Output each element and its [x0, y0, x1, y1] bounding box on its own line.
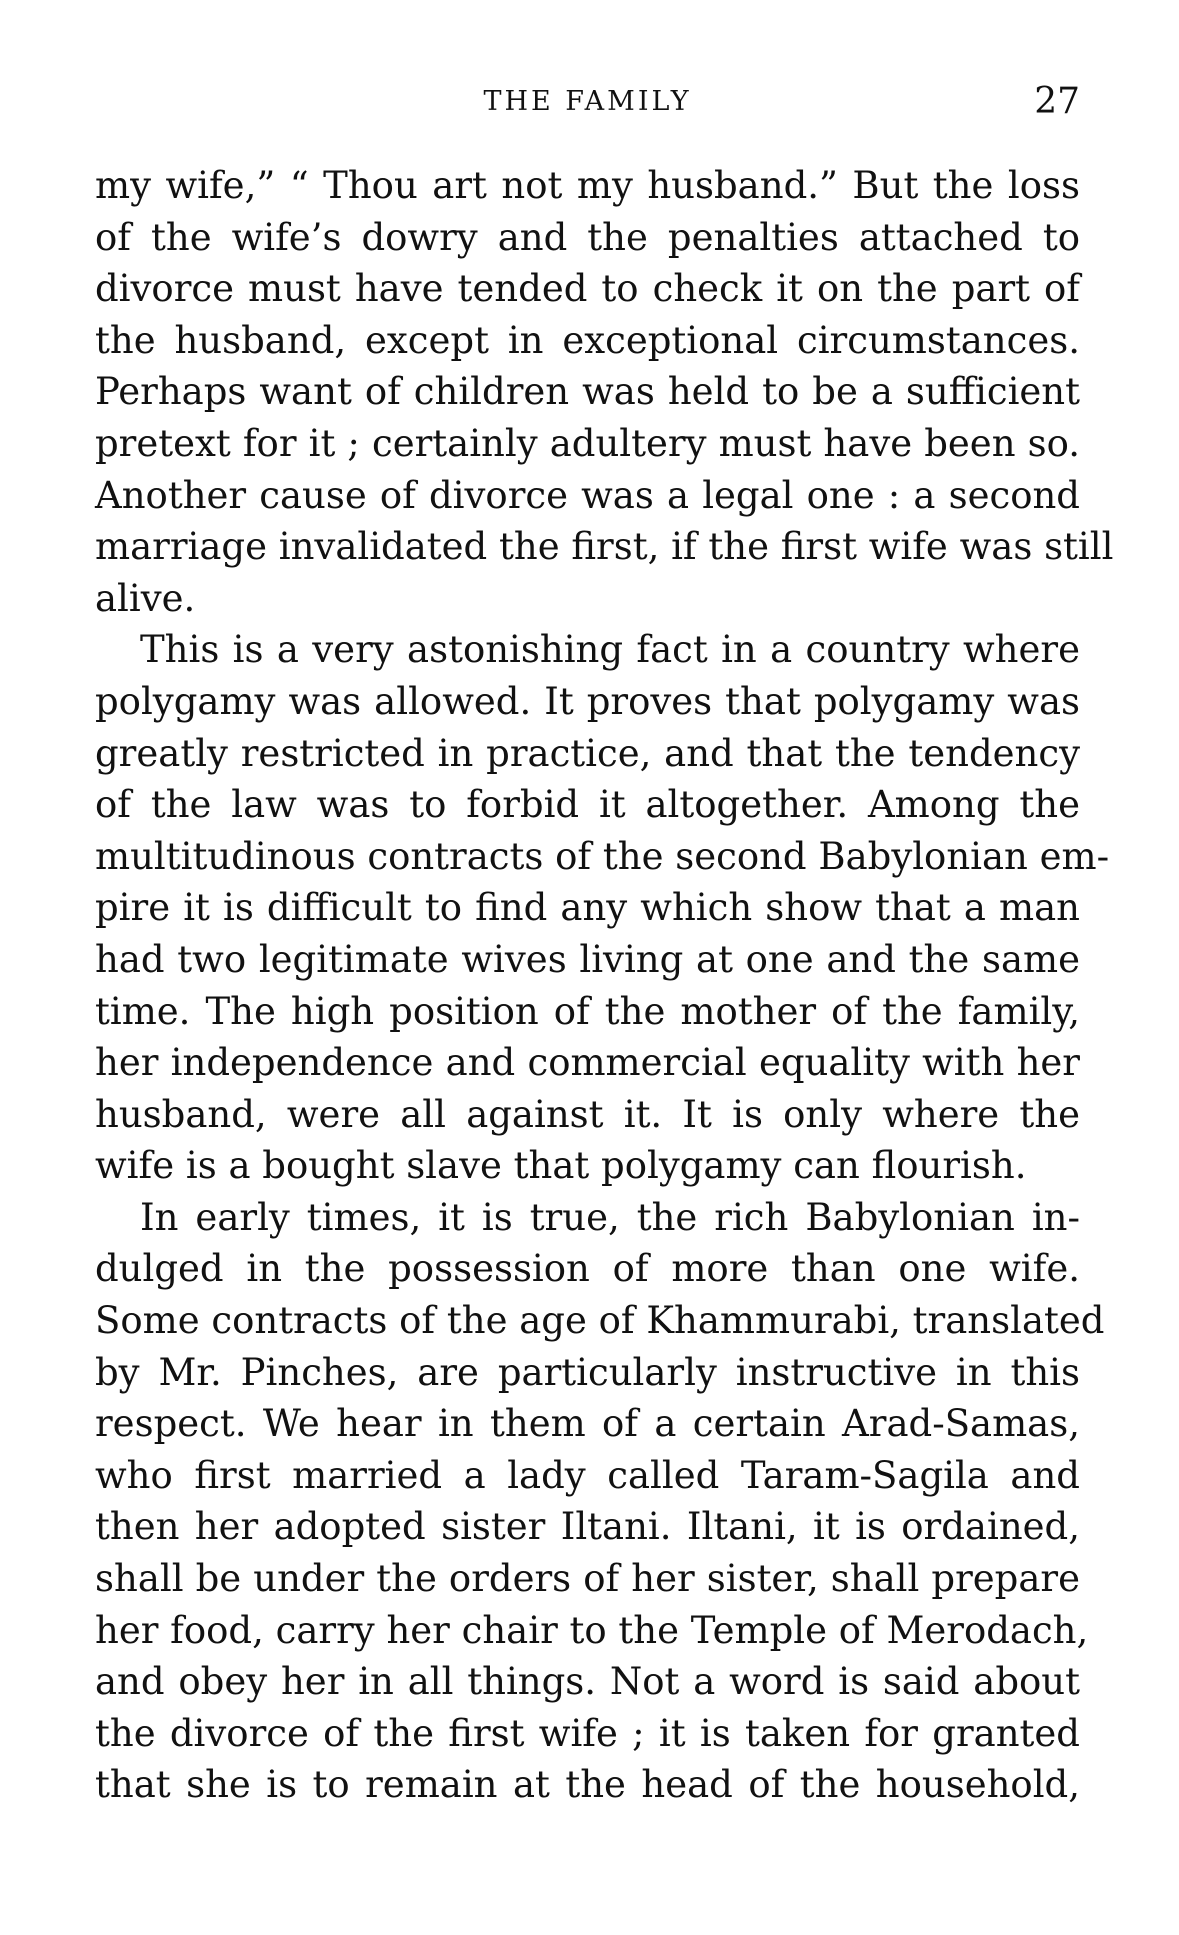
text-line: respect. We hear in them of a certain Arad-Samas,: [95, 1402, 1080, 1446]
text-line: of the wife’s dowry and the penalties attached to: [95, 215, 1080, 259]
paragraph: [95, 160, 1114, 624]
text-line: pire it is difficult to find any which show that a man: [95, 886, 1080, 930]
text-line: had two legitimate wives living at one and the same: [95, 937, 1080, 981]
text-line: then her adopted sister Iltani. Iltani, it is ordained,: [95, 1505, 1080, 1549]
text-line: Perhaps want of children was held to be a sufficient: [95, 370, 1080, 414]
text-line: time. The high position of the mother of the family,: [95, 989, 1080, 1033]
text-line: and obey her in all things. Not a word is said about: [95, 1660, 1080, 1704]
text-line: husband, were all against it. It is only where the: [95, 1092, 1080, 1136]
text-line: dulged in the possession of more than one wife.: [95, 1247, 1080, 1291]
text-line: multitudinous contracts of the second Babylonian em-: [95, 834, 1110, 878]
text-line: alive.: [95, 576, 196, 620]
text-line: my wife,” “ Thou art not my husband.” But the loss: [95, 164, 1080, 207]
running-head: [95, 82, 1080, 122]
text-line: her independence and commercial equality with her: [95, 1041, 1080, 1085]
text-line: who first married a lady called Taram-Sagila and: [95, 1453, 1080, 1497]
text-line: that she is to remain at the head of the household,: [95, 1763, 1080, 1807]
text-line: wife is a bought slave that polygamy can flourish.: [95, 1144, 1027, 1188]
text-line: by Mr. Pinches, are particularly instructive in this: [95, 1350, 1080, 1394]
text-line: In early times, it is true, the rich Babylonian in-: [140, 1195, 1080, 1239]
body-text: [95, 160, 1114, 1811]
text-line: shall be under the orders of her sister, shall prepare: [95, 1557, 1080, 1601]
text-line: divorce must have tended to check it on the part of: [95, 267, 1080, 311]
text-line: of the law was to forbid it altogether. Among the: [95, 783, 1080, 827]
text-line: greatly restricted in practice, and that the tendency: [95, 731, 1080, 775]
running-head-title: THE FAMILY: [483, 86, 692, 117]
text-line: the husband, except in exceptional circumstances.: [95, 318, 1080, 362]
text-line: Another cause of divorce was a legal one : a second: [95, 473, 1080, 517]
text-line: her food, carry her chair to the Temple of Merodach,: [95, 1608, 1089, 1652]
text-line: the divorce of the first wife ; it is taken for granted: [95, 1711, 1080, 1755]
text-line: Some contracts of the age of Khammurabi, translated: [95, 1299, 1105, 1343]
paragraph: [95, 1192, 1105, 1811]
text-line: This is a very astonishing fact in a country where: [140, 628, 1080, 672]
text-line: pretext for it ; certainly adultery must have been so.: [95, 421, 1080, 465]
page-number: 27: [1034, 81, 1080, 122]
text-line: polygamy was allowed. It proves that polygamy was: [95, 679, 1080, 723]
paragraph: [95, 624, 1110, 1192]
text-line: marriage invalidated the first, if the first wife was still: [95, 525, 1114, 569]
